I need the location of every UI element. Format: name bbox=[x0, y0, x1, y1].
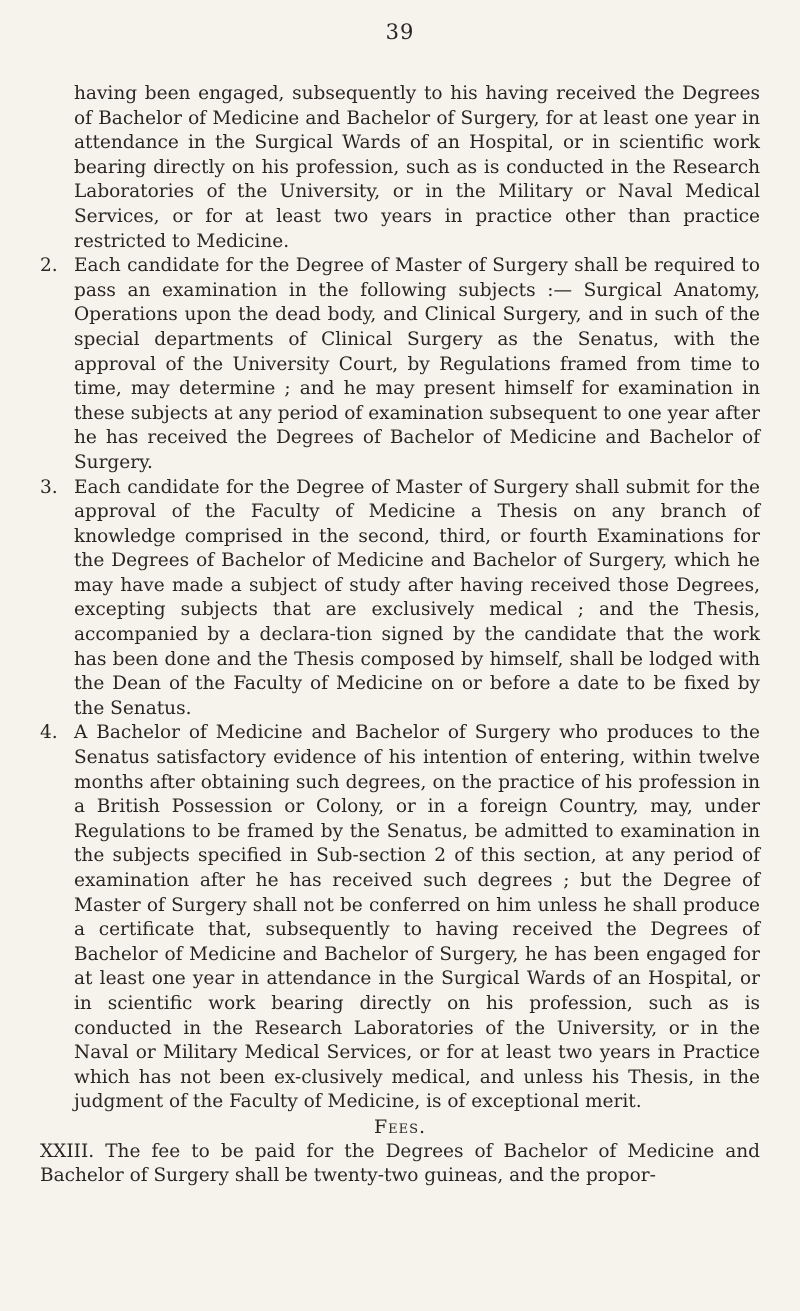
clause-number: 3. bbox=[40, 476, 58, 498]
fees-heading: Fees. bbox=[373, 1115, 427, 1138]
clause-3 bbox=[40, 476, 760, 722]
clause-text: Each candidate for the Degree of Master of Surgery shall submit for the approval of the Faculty of Medicine a Thesis on any branch of knowledge comprised in the second, third, or fourth Examinations for the Degrees of Bachelor of Medicine and Bachelor of Surgery, which he may have made a subject of study after having received those Degrees, excepting subjects that are exclusively medical ; and the Thesis, accompanied by a declara-tion signed by the candidate that the work has been done and the Thesis composed by himself, shall be lodged with the Dean of the Faculty of Medicine on or before a date to be fixed by the Senatus. bbox=[74, 476, 760, 719]
page-number: 39 bbox=[385, 20, 415, 44]
clause-number: 2. bbox=[40, 255, 58, 277]
clause-2 bbox=[40, 254, 760, 475]
section-xxiii: XXIII. The fee to be paid for the Degrees of Bachelor of Medicine and Bachelor of Surgery shall be twenty-two guineas, and the propor- bbox=[40, 1140, 760, 1187]
clause-4 bbox=[40, 721, 760, 1115]
clause-text: A Bachelor of Medicine and Bachelor of Surgery who produces to the Senatus satisfactory evidence of his intention of entering, within twelve months after obtaining such degrees, on the practice of his profession in a British Possession or Colony, or in a foreign Country, may, under Regulations to be framed by the Senatus, be admitted to examination in the subjects specified in Sub-section 2 of this section, at any period of examination after he has received such degrees ; but the Degree of Master of Surgery shall not be conferred on him unless he shall produce a certificate that, subsequently to having received the Degrees of Bachelor of Medicine and Bachelor of Surgery, he has been engaged for at least one year in attendance in the Surgical Wards of an Hospital, or in scientific work bearing directly on his profession, such as is conducted in the Research Laboratories of the University, or in the Naval or Military Medical Services, or for at least two years in Practice which has not been ex-clusively medical, and unless his Thesis, in the judgment of the Faculty of Medicine, is of exceptional merit. bbox=[74, 722, 760, 1113]
intro-paragraph: having been engaged, subsequently to his having received the Degrees of Bachelor of Medicine and Bachelor of Surgery, for at least one year in attendance in the Surgical Wards of an Hospital, or in scientific work bearing directly on his profession, such as is conducted in the Research Laboratories of the University, or in the Military or Naval Medical Services, or for at least two years in practice other than practice restricted to Medicine. bbox=[74, 83, 760, 252]
clause-number: 4. bbox=[40, 722, 58, 744]
page-body bbox=[40, 82, 760, 1189]
clause-text: Each candidate for the Degree of Master of Surgery shall be required to pass an examination in the following subjects :— Surgical Anatomy, Operations upon the dead body, and Clinical Surgery, and in such of the special departments of Clinical Surgery as the Senatus, with the approval of the University Court, by Regulations framed from time to time, may determine ; and he may present himself for examination in these subjects at any period of examination subsequent to one year after he has received the Degrees of Bachelor of Medicine and Bachelor of Surgery. bbox=[74, 255, 760, 473]
